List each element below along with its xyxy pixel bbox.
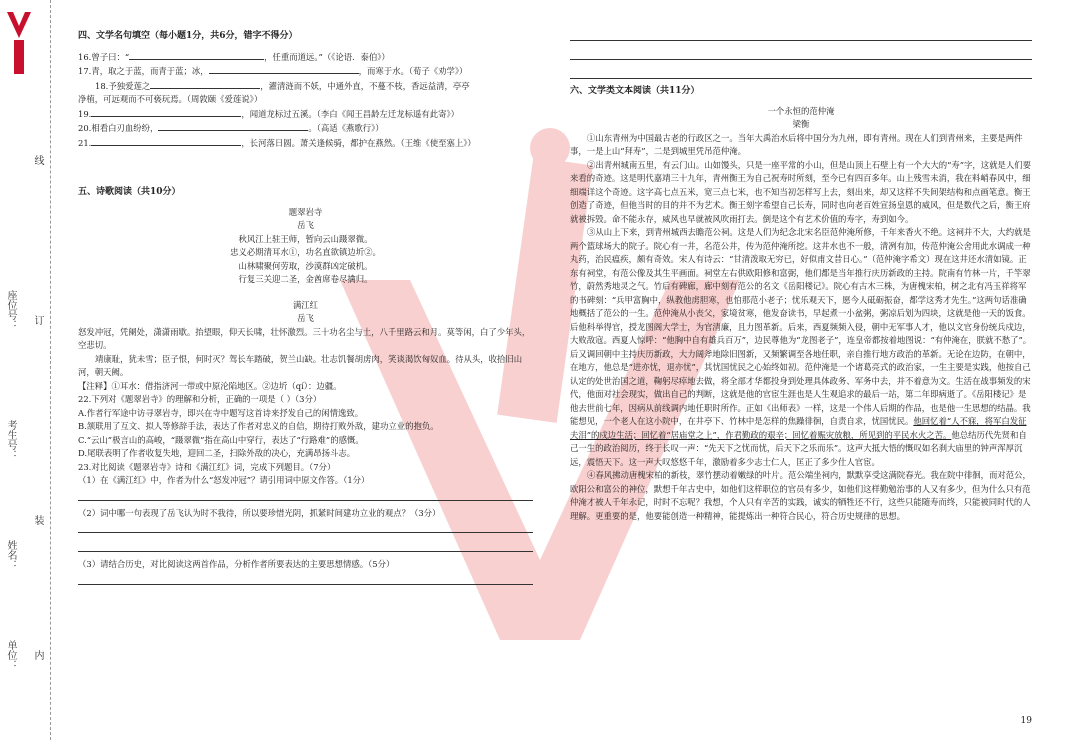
section4-heading: 四、文学名句填空（每小题1分，共6分，错字不得分） — [78, 31, 298, 41]
binding-margin — [0, 0, 51, 740]
page-number: 19 — [1020, 716, 1032, 726]
poem-note: 【注释】①耳水：借指济河一带或中原沦陷地区。②边圻（qí）：边疆。 — [78, 380, 342, 391]
question-17: 17.青，取之于蓝，而青于蓝；冰， ，而寒于水。（荀子《劝学》） — [78, 66, 468, 76]
answer-blank-16[interactable] — [129, 50, 264, 60]
answer-line[interactable] — [570, 47, 1032, 60]
article-paragraph-2: ②出青州城南五里，有云门山。山如馒头，只是一座平常的小山，但是山顶上石壁上有一个大大的“寿”字，这就是人们要来看的奇迹。这是明代嘉靖三十九年，青州衡王为自己祝寿时所刻，至今已有四百多年。山上残雪未消，我在料峭春风中，细细端详这个奇迹。这字高七点五米，宽三点七米，也不知当初怎样写上去，刻出来，却又这样不失间架结构和点画笔意。衡王创造了奇迹，但他当时的目的并不为艺术。衡王刻字希望自己长寿，同时也向老百姓宣扬皇恩的威风，但是数代之后，衡王府就被拆毁。命不能永存，威风也早就被风吹雨打去。倒是这个有艺术价值的寿字，寿到如今。 — [570, 159, 1032, 224]
question-23-3: （3）请结合历史，对比阅读这两首作品，分析作者所要表达的主要思想情感。（5分） — [78, 559, 395, 569]
poem1-line: 山林啸聚何劳取，沙漠群凶定破机。 — [238, 260, 373, 271]
poem1-title: 题翠岩寺 — [288, 206, 323, 217]
poem1-author: 岳飞 — [297, 220, 314, 230]
answer-line[interactable] — [78, 572, 533, 585]
exam-number-label: 考生号： — [5, 420, 16, 460]
question-20: 20.相看白刃血纷纷， 。（高适《燕歌行》） — [78, 123, 384, 133]
right-column — [570, 28, 1032, 523]
margin-mark-line: 线 — [32, 155, 43, 165]
answer-line[interactable] — [78, 520, 533, 533]
name-label: 姓名： — [5, 540, 16, 570]
answer-line[interactable] — [570, 28, 1032, 41]
answer-blank-21[interactable] — [91, 136, 241, 146]
question-23-2: （2）词中哪一句表现了岳飞认为时不我待，所以要珍惜光阴，抓紧时间建功立业的观点？（3分） — [78, 507, 441, 518]
article-paragraph-4: ④春风拂动唐槐宋柏的新枝，翠竹摆动着嫩绿的叶片。范公端坐祠内，默默享受这满院春光。我在院中徘徊，而对范公，欧阳公和富公的神位，默想千年古史中，如他们这样职位的官员有多少，如他们这样勤勉治事的人又有多少，但为什么只有范仲淹才被人千年永记，时时不忘呢？我想，个人只有辛苦的实践，诚实的牺牲还不行，这些只能随寿而终，只能被同时代的人理解。更重要的是，他要能创造一种精神，能提炼出一种符合民心，符合历史规律的思想。 — [570, 470, 1031, 521]
question-18: 18.予独爱莲之 ，濯清涟而不妖，中通外直，不蔓不枝，香远益清，亭亭 — [95, 80, 470, 91]
unit-label: 单位： — [5, 640, 16, 670]
section5-heading: 五、诗歌阅读（共10分） — [78, 187, 181, 197]
article-author: 梁衡 — [792, 119, 810, 129]
question-19: 19. ，闻道龙标过五溪。（李白《闻王昌龄左迁龙标遥有此寄》） — [78, 108, 460, 119]
margin-mark-order: 订 — [32, 315, 43, 325]
poem2-stanza1: 怒发冲冠，凭阑处，潇潇雨歇。抬望眼，仰天长啸，壮怀激烈。三十功名尘与土，八千里路云和月。莫等闲，白了少年头，空悲切。 — [78, 326, 531, 350]
poem2-author: 岳飞 — [297, 313, 314, 323]
article-paragraph-3: ③从山上下来，到青州城西去瞻范公祠。这是人们为纪念北宋名臣范仲淹所修，千年来香火不绝。这祠并不大，大约就是两个篮球场大的院子。院心有一井，名范公井，传为范仲淹所挖。这井水也不一般，清冽有加，传范仲淹公舍用此水调成一种丸药，治民瘟疾，颇有奇效。宋人有诗云：“甘清泼取无穷已，好似甫文昔日心。”（范仲淹字希文）现在这井还水清如镜。正东有祠堂，有范公像及其生平画面。祠堂左右供欧阳修和富弼，他们都是当年推行庆历新政的主持。院南有竹林一片，千竿翠竹，蔚然秀地灵之气。竹后有碑廊，廊中刻有范公的名文《岳阳楼记》。院心有古木三株，为唐槐宋柏，树之北有冯玉祥将军的书碑刻：“兵甲富胸中，纵教他虏胆寒，也怕那范小老子；忧乐观天下，愿今人砥砺振奋，都学这秀才先生。”这两句话准确地概括了范公的一生。范仲淹从小丧父，家境贫寒，他发奋读书，早起煮一小盆粥，粥凉后划为四块，这就是他一天的饭食。后他科举得官，授龙图阁大学士，为官清廉，且力图革新。后来，西夏频频入侵，朝中无军事人才，他以文官身份统兵戍边，大败敌寇。西夏人惊呼：“他胸中自有雄兵百万”，边民尊他为“龙图老子”，连皇帝都按着地图说：“有仲淹在，朕就不愁了”。后又调回朝中主持庆历新政，大力阔斧地除旧图新，又频繁调至各地任职，亲自推行地方政治的革新。无论在边防，在朝中，在地方，他总是“进亦忧，退亦忧”，其忧国忧民之心始终如初。范仲淹是一个诸葛亮式的政治家，一生主要是实践，他按自己认定的处世治国之道，鞠躬尽瘁地去做，将全部才华都投身到处理具体政务、军务中去，并不着意为文。生活在战事频发的宋代，他面对社会现实，做出自己的判断，这就是他的官宦生涯也是人生观追求的最后一站，第二年即病逝了。《岳阳楼记》是他去世前七年，因病从前线调内地任职时所作。正如《出师表》一样，这是一个伟人后期的作品，也是他一生思想的结晶。我能想见，一个老人在这小院中，在井亭下、竹林中是怎样的焦躁徘徊，自责自求，忧国忧民。他回忆着“人不寐，将军白发征夫泪”的戍边生活；回忆着“居庙堂之上”，作君勤政的艰辛；回忆着赈灾放粮，所见到的平民水火之苦。他总结历代先贤和自己一生的政治阅历，终于长叹一声：“先天下之忧而忧，后天下之乐而乐”。这声大抵大悟的慨叹如名刹大庙里的钟声浑厚沉远，震悟天下。这一声大叹悠悠千年，激励着多少志士仁人，匡正了多少仕人官宦。 — [570, 227, 1032, 467]
brand-logo — [4, 8, 34, 78]
question-23: 23.对比阅读《题翠岩寺》诗和《满江红》词，完成下列题目。（7分） — [78, 461, 336, 472]
seat-label: 座位号： — [5, 290, 16, 330]
option-d: D.尾联表明了作者收复失地，迎回二圣，扫除外敌的决心，充满昂扬斗志。 — [78, 448, 356, 458]
poem2-title: 满江红 — [292, 299, 319, 310]
answer-blank-20[interactable] — [158, 121, 308, 131]
question-22: 22.下列对《题翠岩寺》的理解和分析，正确的一项是（ ）（3分） — [78, 394, 322, 404]
answer-blank-17[interactable] — [209, 64, 359, 74]
option-a: A.作者行军途中访寻翠岩寺，即兴在寺中题写这首诗来抒发自己的闲情逸致。 — [78, 407, 364, 418]
question-23-1: （1）在《满江红》中，作者为什么“怒发冲冠”？请引用词中原文作答。（1分） — [78, 475, 370, 485]
answer-line[interactable] — [570, 66, 1032, 79]
margin-mark-bind: 装 — [32, 515, 43, 525]
answer-line[interactable] — [78, 539, 533, 552]
poem1-line: 行复三关迎二圣，金酋席卷尽擒归。 — [238, 274, 373, 284]
option-b: B.颔联用了互文、拟人等修辞手法，表达了作者对忠义的自信，期待打败外敌，建功立业的抱负。 — [78, 421, 439, 431]
answer-line[interactable] — [78, 488, 533, 501]
poem1-line: 忠义必期清耳水①，功名直欲镇边圻②。 — [230, 247, 381, 257]
article-paragraph-1: ①山东青州为中国最古老的行政区之一。当年大禹治水后将中国分为九州，即有青州。现在人们到青州来，主要是两件事，一是上山“拜寿”，二是到城里凭吊范仲淹。 — [570, 132, 1023, 156]
section6-heading: 六、文学类文本阅读（共11分） — [570, 86, 700, 96]
answer-blank-19[interactable] — [91, 107, 241, 117]
option-c: C.“云山”极言山的高峻，“蹑翠微”指在高山中穿行，表达了“行路难”的感慨。 — [78, 434, 364, 445]
left-column — [78, 28, 533, 591]
underlined-sentence: 他回忆着“人不寐，将军白发征夫泪”的戍边生活；回忆着“居庙堂之上”，作君勤政的艰辛；回忆着赈灾放粮，所见到的平民水火之苦。 — [570, 416, 1027, 440]
margin-mark-inner: 内 — [32, 650, 43, 660]
question-18-cont: 净植，可远观而不可亵玩焉。（周敦颐《爱莲说》） — [78, 94, 263, 104]
question-21: 21. ，长河落日圆。萧关逢候骑，都护在燕然。（王维《使至塞上》） — [78, 137, 476, 148]
poem1-line: 秋风江上驻王师，暂向云山蹑翠微。 — [238, 233, 373, 244]
question-16: 16.曾子曰：“ ，任重而道远。”（《论语．泰伯》） — [78, 51, 390, 62]
answer-blank-18[interactable] — [150, 79, 260, 89]
article-title: 一个永恒的范仲淹 — [767, 105, 835, 116]
poem2-stanza2: 靖康耻，犹未雪；臣子恨，何时灭？驾长车踏破，贺兰山缺。壮志饥餐胡虏肉，笑谈渴饮匈奴血。待从头，收拾旧山河，朝天阙。 — [78, 353, 523, 377]
